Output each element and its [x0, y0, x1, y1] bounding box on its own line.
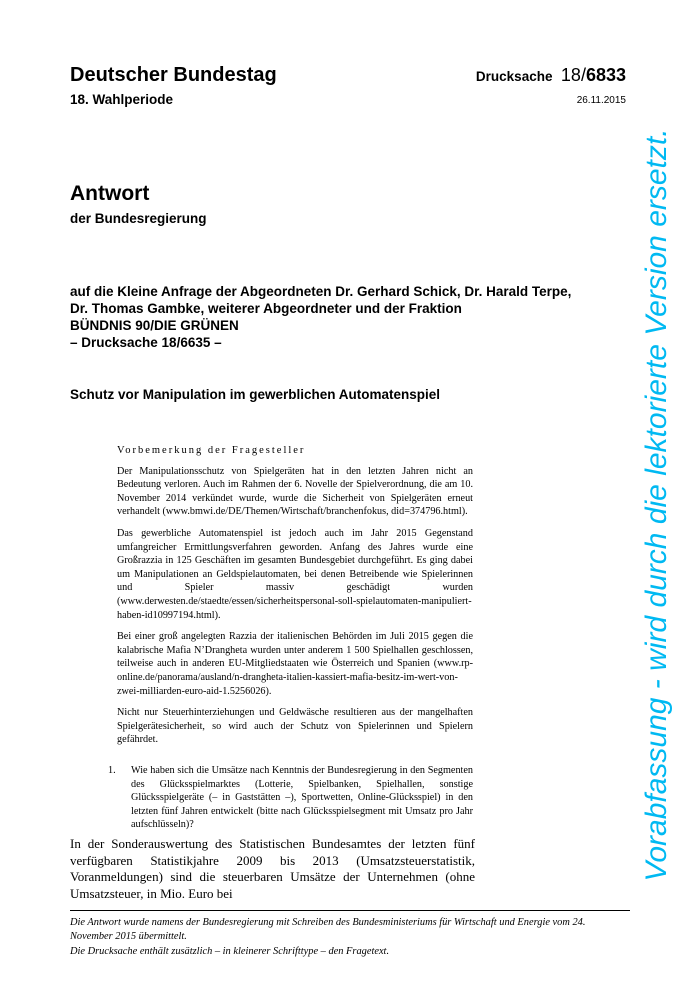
question-item: [108, 764, 473, 832]
question-number: 1.: [108, 765, 116, 776]
drucksache-prefix: 18/: [560, 65, 586, 85]
request-line: Dr. Thomas Gambke, weiterer Abgeordneter und der Fraktion: [70, 301, 462, 316]
preliminary-remarks: [117, 444, 473, 755]
document-subtitle: der Bundesregierung: [70, 211, 207, 226]
request-reference: [70, 283, 630, 351]
answer-text: In der Sonderauswertung des Statistischen Bundesamtes der letzten fünf verfügbaren Statistikjahre 2009 bis 2013 (Umsatzsteuerstatistik, Voranmeldungen) sind die steuerbaren Umsätze der Unternehmen (ohne Umsatzsteuer, in Mio. Euro bei: [70, 836, 475, 901]
preliminary-paragraph: Bei einer groß angelegten Razzia der italienischen Behörden im Juli 2015 gegen die kalabrische Mafia N’Drangheta wurden unter anderem 1 500 Spielhallen geschlossen, teilweise auch in anderen EU-Mitgliedstaaten wie Österreich und Spanien (www.rp-online.de/panorama/ausland/n-drangheta-italien-kassiert-mafia-besitz-im-wert-von-zwei-milliarden-euro-aid-1.5256026).: [117, 631, 473, 697]
topic-heading: Schutz vor Manipulation im gewerblichen Automatenspiel: [70, 387, 441, 402]
drucksache-number-bold: 6833: [585, 65, 626, 85]
request-line: auf die Kleine Anfrage der Abgeordneten Dr. Gerhard Schick, Dr. Harald Terpe,: [70, 284, 572, 299]
request-line: – Drucksache 18/6635 –: [70, 335, 222, 350]
question-text: Wie haben sich die Umsätze nach Kenntnis der Bundesregierung in den Segmenten des Glücksspielmarktes (Lotterie, Spielbanken, Spielhallen, sonstige Glücksspielgeräte (– in Gaststätten –), Sportwetten, Online-Glücksspiel) in den letzten fünf Jahren entwickelt (bitte nach Glücksspielsegment mit Umsatz pro Jahr aufschlüsseln)?: [131, 765, 473, 831]
footer-note-fonttype: Die Drucksache enthält zusätzlich – in kleinerer Schrifttype – den Fragetext.: [70, 946, 390, 957]
preliminary-paragraph: Der Manipulationsschutz von Spielgeräten hat in den letzten Jahren nicht an Bedeutung verloren. Auch im Rahmen der 6. Novelle der Spielverordnung, die am 10. November 2014 verkündet wurde, wurde die Sicherheit von Spielgeräten erneut verhandelt (www.bmwi.de/DE/Themen/Wirtschaft/branchenfokus, did=374796.html).: [117, 465, 473, 518]
preliminary-paragraph: Das gewerbliche Automatenspiel ist jedoch auch im Jahr 2015 Gegenstand umfangreicher Ermittlungsverfahren geworden. Anfang des Jahres wurde eine Großrazzia in 125 Geschäften im gesamten Bundesgebiet durchgeführt. Es ging dabei um Manipulationen an Geldspielautomaten, bei denen Betreibende wie Spielerinnen und Spieler massiv geschädigt wurden (www.derwesten.de/staedte/essen/sicherheitspersonal-soll-spielautomaten-manipuliert-haben-id10997194.html).: [117, 527, 473, 621]
preliminary-paragraph: Nicht nur Steuerhinterziehungen und Geldwäsche resultieren aus der mangelhaften Spielgerätesicherheit, so wird auch der Schutz von Spielerinnen und Spielern gefährdet.: [117, 707, 473, 746]
document-date: 26.11.2015: [576, 95, 626, 106]
request-line: BÜNDNIS 90/DIE GRÜNEN: [70, 318, 239, 333]
document-title: Antwort: [70, 182, 150, 205]
watermark-text: Vorabfassung - wird durch die lektorierte Version ersetzt.: [640, 128, 673, 882]
drucksache-label: Drucksache: [475, 69, 553, 84]
drucksache-number: [561, 65, 626, 85]
preliminary-heading: Vorbemerkung der Fragesteller: [117, 445, 306, 456]
footer-note-transmission: Die Antwort wurde namens der Bundesregierung mit Schreiben des Bundesministeriums für Wirtschaft und Energie vom 24. November 2015 übermittelt.: [70, 917, 586, 942]
footer-divider: [70, 910, 630, 911]
drucksache-block: [476, 65, 626, 86]
institution-name: Deutscher Bundestag: [70, 64, 277, 86]
legislative-period: 18. Wahlperiode: [70, 92, 174, 107]
